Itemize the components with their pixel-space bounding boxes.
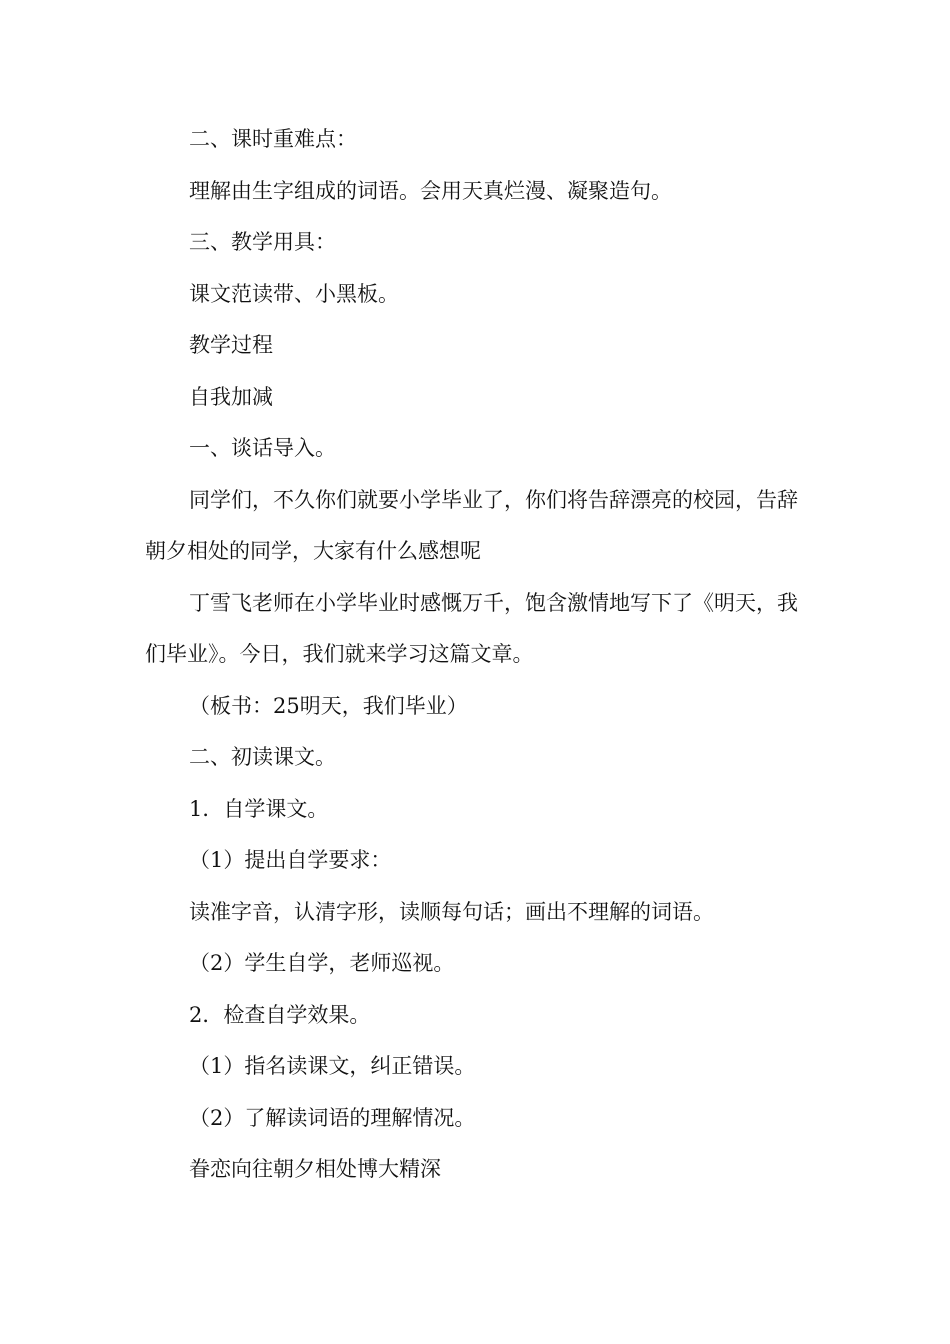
heading-key-points: 二、课时重难点： — [189, 127, 357, 151]
heading-introduction: 一、谈话导入。 — [189, 436, 336, 460]
paragraph-teaching-tools: 课文范读带、小黑板。 — [189, 281, 399, 306]
paragraph-introduction-2: 丁雪飞老师在小学毕业时感慨万千，饱含激情地写下了《明天，我们毕业》。今日，我们就来学习这篇文章。 — [145, 590, 798, 666]
list-item-requirements: （1）提出自学要求： — [189, 848, 392, 872]
paragraph-requirements: 读准字音，认清字形，读顺每句话；画出不理解的词语。 — [189, 899, 714, 924]
heading-teaching-process: 教学过程 — [189, 333, 273, 357]
heading-teaching-tools: 三、教学用具： — [189, 230, 336, 254]
paragraph-introduction-1: 同学们，不久你们就要小学毕业了，你们将告辞漂亮的校园，告辞朝夕相处的同学，大家有什么感想呢 — [145, 487, 798, 563]
paragraph-key-points: 理解由生字组成的词语。会用天真烂漫、凝聚造句。 — [189, 178, 672, 203]
list-item-check-results: 2．检查自学效果。 — [189, 1002, 371, 1027]
list-item-vocabulary: （2）了解读词语的理解情况。 — [189, 1105, 476, 1130]
heading-first-reading: 二、初读课文。 — [189, 745, 336, 769]
list-item-student-study: （2）学生自学，老师巡视。 — [189, 951, 455, 975]
list-item-read-aloud: （1）指名读课文，纠正错误。 — [189, 1054, 476, 1078]
paragraph-self-adjust: 自我加减 — [189, 384, 273, 409]
paragraph-blackboard: （板书：25明天，我们毕业） — [189, 693, 468, 718]
document-body — [145, 114, 805, 1196]
paragraph-vocabulary-words: 眷恋向往朝夕相处博大精深 — [189, 1157, 441, 1181]
list-item-self-study: 1．自学课文。 — [189, 796, 329, 821]
